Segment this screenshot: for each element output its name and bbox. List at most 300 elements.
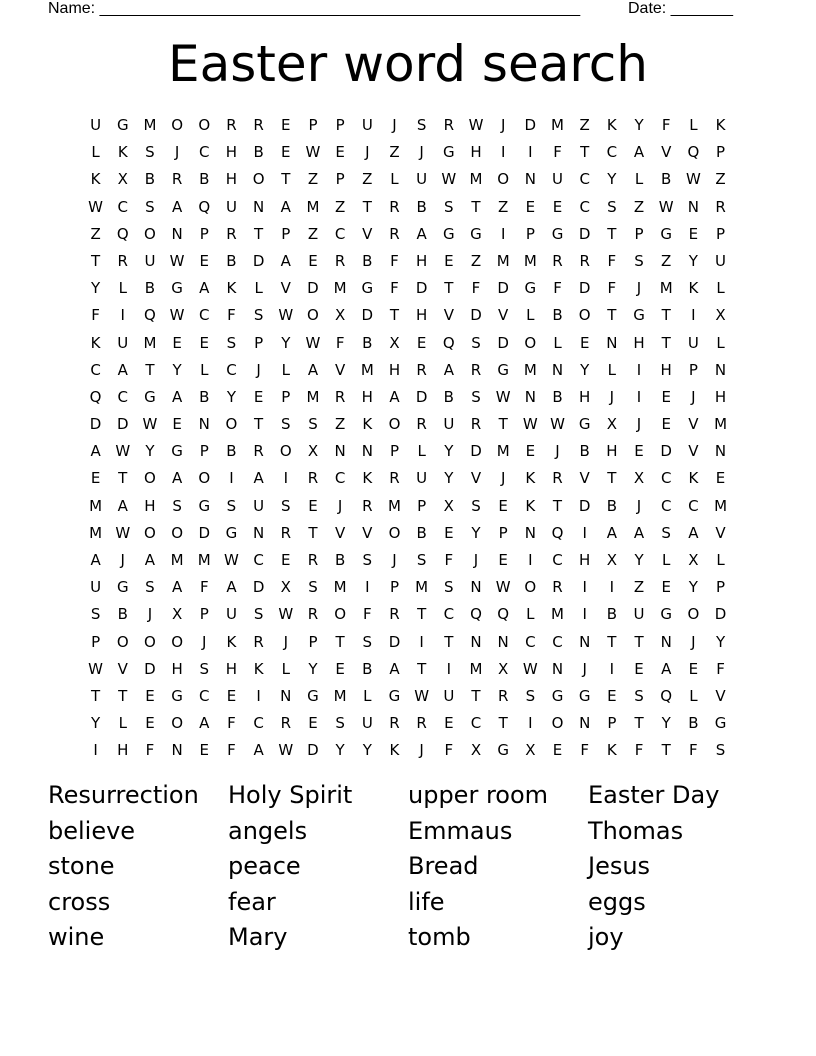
grid-letter: M — [333, 279, 347, 298]
grid-letter: T — [471, 686, 481, 705]
grid-letter: C — [660, 496, 672, 515]
grid-letter: W — [441, 170, 457, 189]
grid-letter: K — [90, 333, 101, 352]
grid-letter: B — [606, 605, 617, 624]
grid-letter: X — [688, 551, 699, 569]
grid-letter: E — [145, 686, 155, 705]
grid-letter: P — [716, 224, 726, 243]
grid-letter: N — [470, 578, 482, 597]
grid-letter: O — [524, 578, 537, 597]
grid-letter: S — [308, 578, 318, 597]
grid-letter: W — [278, 605, 294, 624]
grid-letter: J — [473, 551, 479, 569]
word-list-item: Jesus — [588, 852, 651, 880]
grid-letter: M — [523, 251, 537, 270]
word-list-item: life — [408, 887, 445, 916]
grid-letter: W — [142, 415, 158, 434]
grid-letter: K — [90, 170, 101, 189]
grid-letter: A — [389, 387, 400, 406]
grid-letter: H — [225, 170, 238, 189]
grid-letter: H — [470, 143, 482, 162]
grid-letter: J — [500, 116, 506, 134]
grid-letter: H — [579, 551, 591, 569]
grid-letter: X — [525, 741, 536, 760]
grid-letter: W — [115, 523, 131, 542]
grid-letter: A — [117, 360, 128, 379]
grid-letter: P — [607, 714, 617, 733]
grid-letter: Z — [389, 143, 400, 162]
grid-letter: X — [606, 415, 617, 434]
grid-letter: X — [334, 306, 346, 325]
grid-letter: N — [361, 442, 373, 461]
grid-letter: T — [91, 251, 101, 270]
grid-letter: H — [144, 496, 156, 515]
grid-letter: H — [225, 143, 238, 162]
grid-letter: G — [551, 686, 564, 705]
grid-letter: R — [497, 686, 509, 705]
grid-letter: R — [307, 551, 319, 569]
grid-letter: N — [334, 442, 346, 461]
grid-letter: M — [714, 496, 728, 515]
grid-row — [82, 275, 734, 302]
grid-letter: R — [389, 197, 400, 216]
grid-letter: S — [634, 686, 644, 705]
grid-letter: Y — [226, 387, 237, 406]
grid-letter: B — [552, 306, 563, 325]
word-list-item: angels — [228, 816, 308, 845]
word-list-item: Thomas — [588, 816, 684, 845]
grid-letter: F — [91, 306, 100, 325]
grid-letter: A — [199, 714, 210, 733]
grid-letter: A — [606, 523, 617, 542]
grid-letter: W — [224, 551, 239, 569]
grid-letter: K — [525, 469, 536, 488]
grid-letter: G — [497, 360, 509, 379]
grid-letter: O — [334, 605, 347, 624]
grid-letter: E — [444, 714, 454, 733]
word-list-item: believe — [48, 816, 136, 845]
grid-letter: Y — [444, 469, 454, 488]
grid-letter: S — [525, 686, 536, 705]
grid-row — [82, 520, 734, 547]
grid-letter: W — [305, 143, 321, 162]
grid-letter: J — [147, 605, 153, 624]
grid-letter: E — [498, 551, 508, 569]
grid-letter: G — [198, 496, 211, 515]
grid-letter: S — [661, 523, 671, 542]
grid-letter: D — [497, 333, 509, 352]
grid-letter: J — [392, 116, 397, 134]
grid-letter: Z — [498, 197, 509, 216]
grid-letter: E — [715, 469, 726, 488]
grid-letter: O — [388, 523, 401, 542]
grid-letter: T — [634, 714, 644, 733]
grid-letter: V — [715, 523, 726, 542]
grid-letter: W — [550, 415, 565, 434]
grid-letter: G — [388, 686, 401, 705]
grid-letter: M — [551, 605, 564, 624]
grid-letter: B — [199, 387, 210, 406]
grid-letter: Z — [579, 116, 590, 134]
grid-letter: C — [117, 387, 128, 406]
grid-letter: I — [582, 523, 587, 542]
grid-letter: G — [633, 306, 645, 325]
grid-letter: A — [171, 197, 183, 216]
grid-letter: U — [90, 578, 102, 597]
grid-letter: D — [415, 279, 428, 298]
grid-letter: L — [281, 360, 290, 379]
grid-letter: A — [117, 496, 128, 515]
grid-letter: G — [116, 578, 129, 597]
grid-letter: Z — [633, 197, 645, 216]
grid-letter: A — [226, 578, 237, 597]
grid-letter: L — [281, 659, 290, 678]
grid-letter: O — [307, 306, 319, 325]
grid-letter: X — [715, 306, 726, 325]
grid-letter: Y — [580, 360, 590, 379]
grid-letter: U — [416, 469, 428, 488]
grid-letter: O — [524, 333, 537, 352]
grid-letter: O — [252, 170, 265, 189]
grid-letter: H — [225, 659, 238, 678]
grid-letter: Y — [91, 714, 101, 733]
grid-letter: E — [226, 686, 237, 705]
grid-letter: N — [714, 360, 727, 379]
grid-letter: U — [361, 116, 373, 134]
grid-letter: P — [335, 116, 345, 134]
grid-letter: O — [144, 523, 156, 542]
grid-letter: M — [143, 333, 157, 352]
grid-letter: Q — [497, 605, 510, 624]
grid-letter: A — [688, 523, 699, 542]
grid-letter: N — [470, 632, 482, 651]
grid-letter: B — [579, 442, 590, 461]
grid-letter: X — [443, 496, 454, 515]
grid-letter: Y — [91, 279, 101, 298]
grid-letter: G — [171, 442, 183, 461]
grid-letter: I — [528, 551, 533, 569]
grid-letter: V — [715, 686, 726, 705]
grid-letter: L — [689, 686, 698, 705]
grid-letter: H — [416, 306, 428, 325]
grid-letter: Q — [116, 224, 129, 243]
grid-letter: J — [174, 143, 180, 162]
grid-letter: B — [688, 714, 699, 733]
grid-letter: C — [253, 551, 264, 569]
grid-letter: K — [389, 741, 400, 760]
grid-letter: Y — [145, 442, 155, 461]
grid-letter: K — [606, 741, 617, 760]
grid-letter: W — [305, 333, 321, 352]
grid-letter: E — [199, 251, 210, 270]
grid-row — [82, 683, 734, 710]
grid-letter: U — [633, 605, 645, 624]
grid-letter: M — [714, 415, 728, 434]
grid-letter: Y — [335, 741, 345, 760]
grid-letter: H — [714, 387, 727, 406]
grid-letter: R — [280, 523, 291, 542]
grid-letter: H — [361, 387, 373, 406]
grid-letter: E — [199, 741, 210, 760]
grid-letter: A — [661, 659, 672, 678]
grid-letter: E — [552, 197, 563, 216]
grid-letter: G — [171, 686, 183, 705]
grid-letter: W — [169, 251, 185, 270]
grid-letter: A — [280, 251, 291, 270]
grid-letter: V — [117, 659, 128, 678]
grid-letter: T — [607, 224, 617, 243]
grid-letter: I — [446, 659, 452, 678]
grid-letter: Y — [444, 442, 454, 461]
grid-letter: T — [471, 197, 481, 216]
grid-letter: I — [528, 143, 533, 162]
grid-letter: A — [280, 197, 291, 216]
grid-letter: I — [636, 387, 642, 406]
grid-letter: D — [470, 306, 482, 325]
grid-letter: T — [254, 224, 264, 243]
grid-letter: D — [307, 279, 319, 298]
grid-letter: G — [497, 741, 509, 760]
grid-row — [82, 166, 734, 193]
grid-letter: N — [280, 686, 292, 705]
grid-letter: G — [578, 686, 591, 705]
grid-letter: N — [524, 523, 536, 542]
grid-letter: I — [609, 578, 615, 597]
grid-letter: B — [416, 523, 427, 542]
grid-letter: A — [171, 469, 183, 488]
grid-letter: S — [281, 415, 291, 434]
grid-letter: C — [334, 224, 346, 243]
grid-letter: O — [171, 632, 183, 651]
grid-letter: H — [579, 387, 591, 406]
grid-letter: I — [582, 605, 587, 624]
grid-letter: L — [716, 279, 725, 298]
grid-letter: T — [91, 686, 101, 705]
grid-letter: R — [334, 387, 346, 406]
grid-letter: L — [254, 279, 263, 298]
grid-letter: L — [553, 333, 562, 352]
word-list-item: Emmaus — [408, 816, 513, 845]
word-list-item: eggs — [588, 887, 646, 916]
grid-letter: L — [662, 551, 671, 569]
grid-letter: W — [658, 197, 674, 216]
grid-letter: G — [470, 224, 482, 243]
grid-letter: M — [306, 197, 320, 216]
grid-letter: L — [417, 442, 426, 461]
word-list-item: wine — [48, 923, 105, 951]
grid-letter: E — [661, 415, 671, 434]
grid-letter: A — [633, 523, 645, 542]
grid-letter: R — [253, 442, 264, 461]
grid-letter: K — [362, 415, 373, 434]
grid-letter: L — [526, 306, 535, 325]
grid-letter: D — [388, 632, 401, 651]
grid-letter: Q — [198, 197, 211, 216]
grid-letter: B — [334, 551, 346, 569]
grid-letter: K — [117, 143, 128, 162]
grid-row — [82, 411, 734, 438]
grid-letter: W — [278, 741, 294, 760]
grid-letter: F — [634, 741, 644, 760]
grid-letter: Z — [334, 197, 346, 216]
grid-letter: R — [416, 415, 427, 434]
grid-letter: P — [308, 116, 318, 134]
grid-letter: M — [523, 360, 537, 379]
grid-letter: Z — [470, 251, 482, 270]
grid-letter: M — [89, 523, 103, 542]
grid-letter: V — [688, 442, 699, 461]
grid-row — [82, 139, 734, 166]
grid-letter: G — [443, 224, 455, 243]
grid-letter: J — [636, 415, 642, 434]
grid-letter: Y — [172, 360, 182, 379]
grid-row — [82, 384, 734, 411]
grid-letter: F — [145, 741, 155, 760]
grid-letter: R — [416, 360, 427, 379]
grid-letter: W — [522, 415, 538, 434]
grid-letter: V — [362, 523, 373, 542]
grid-letter: Q — [660, 686, 673, 705]
grid-letter: B — [552, 387, 563, 406]
grid-letter: B — [661, 170, 672, 189]
grid-letter: S — [145, 197, 155, 216]
grid-letter: F — [607, 251, 617, 270]
grid-letter: T — [145, 360, 155, 379]
grid-letter: W — [685, 170, 701, 189]
grid-letter: I — [500, 224, 506, 243]
grid-letter: E — [416, 333, 427, 352]
grid-letter: E — [444, 251, 454, 270]
grid-letter: E — [172, 415, 182, 434]
grid-letter: T — [607, 469, 617, 488]
letter-grid — [82, 112, 734, 765]
grid-letter: X — [633, 469, 645, 488]
grid-letter: S — [607, 197, 617, 216]
grid-letter: F — [199, 578, 209, 597]
grid-letter: X — [389, 333, 400, 352]
grid-letter: I — [256, 686, 261, 705]
grid-letter: S — [471, 496, 481, 515]
grid-letter: B — [199, 170, 210, 189]
grid-letter: O — [225, 415, 238, 434]
grid-letter: G — [225, 523, 238, 542]
grid-letter: A — [90, 551, 101, 569]
grid-letter: D — [578, 496, 591, 515]
grid-letter: I — [582, 578, 587, 597]
grid-letter: Y — [634, 116, 644, 134]
grid-letter: H — [606, 442, 618, 461]
grid-letter: V — [362, 224, 373, 243]
grid-letter: C — [443, 605, 455, 624]
grid-row — [82, 629, 734, 656]
grid-letter: K — [253, 659, 264, 678]
grid-letter: M — [496, 442, 510, 461]
grid-letter: T — [118, 469, 128, 488]
grid-letter: A — [307, 360, 319, 379]
grid-letter: T — [580, 143, 590, 162]
grid-letter: R — [416, 714, 427, 733]
grid-letter: F — [227, 714, 236, 733]
grid-row — [82, 302, 734, 329]
grid-letter: U — [443, 686, 455, 705]
grid-letter: P — [281, 387, 291, 406]
grid-letter: P — [389, 578, 399, 597]
word-list-item: cross — [48, 887, 111, 916]
grid-letter: N — [579, 632, 591, 651]
grid-letter: E — [308, 714, 318, 733]
grid-letter: D — [497, 279, 509, 298]
grid-letter: S — [281, 496, 291, 515]
grid-letter: E — [90, 469, 101, 488]
grid-letter: L — [716, 333, 725, 352]
grid-letter: I — [120, 306, 125, 325]
grid-letter: O — [171, 714, 183, 733]
grid-letter: H — [388, 360, 401, 379]
grid-letter: Q — [687, 143, 700, 162]
grid-letter: B — [226, 442, 237, 461]
grid-letter: K — [606, 116, 617, 134]
grid-letter: J — [419, 143, 424, 162]
grid-letter: N — [198, 415, 210, 434]
grid-letter: O — [388, 415, 401, 434]
grid-letter: Q — [470, 605, 482, 624]
grid-row — [82, 221, 734, 248]
grid-letter: B — [253, 143, 264, 162]
grid-letter: N — [497, 632, 509, 651]
grid-letter: T — [661, 741, 671, 760]
name-field-line: Name: ______________________________________________________ — [48, 0, 581, 17]
grid-letter: O — [144, 469, 156, 488]
grid-letter: T — [634, 632, 644, 651]
grid-letter: U — [416, 170, 428, 189]
grid-letter: J — [500, 469, 506, 488]
grid-letter: B — [416, 197, 427, 216]
grid-letter: P — [525, 224, 535, 243]
grid-letter: B — [226, 251, 237, 270]
grid-letter: N — [171, 741, 183, 760]
grid-letter: O — [578, 306, 591, 325]
grid-letter: S — [199, 659, 210, 678]
grid-letter: L — [363, 686, 372, 705]
grid-letter: J — [120, 551, 125, 569]
grid-letter: E — [634, 659, 644, 678]
grid-letter: E — [145, 714, 155, 733]
grid-letter: O — [171, 116, 183, 134]
grid-letter: P — [716, 578, 726, 597]
grid-letter: L — [118, 714, 127, 733]
grid-letter: I — [365, 578, 370, 597]
grid-letter: G — [551, 224, 564, 243]
grid-letter: Y — [362, 741, 372, 760]
grid-letter: U — [253, 496, 265, 515]
grid-letter: A — [144, 551, 156, 569]
grid-letter: E — [688, 659, 699, 678]
grid-letter: Y — [661, 714, 671, 733]
grid-letter: K — [688, 279, 699, 298]
grid-letter: V — [688, 415, 699, 434]
grid-letter: O — [279, 442, 292, 461]
grid-letter: L — [607, 360, 617, 379]
grid-letter: B — [443, 387, 454, 406]
grid-letter: J — [365, 143, 370, 162]
grid-letter: B — [362, 333, 373, 352]
grid-letter: J — [636, 279, 642, 298]
grid-letter: Y — [471, 523, 481, 542]
grid-letter: H — [660, 360, 672, 379]
grid-letter: P — [254, 333, 264, 352]
page-title: Easter word search — [168, 35, 648, 93]
grid-letter: D — [578, 279, 591, 298]
